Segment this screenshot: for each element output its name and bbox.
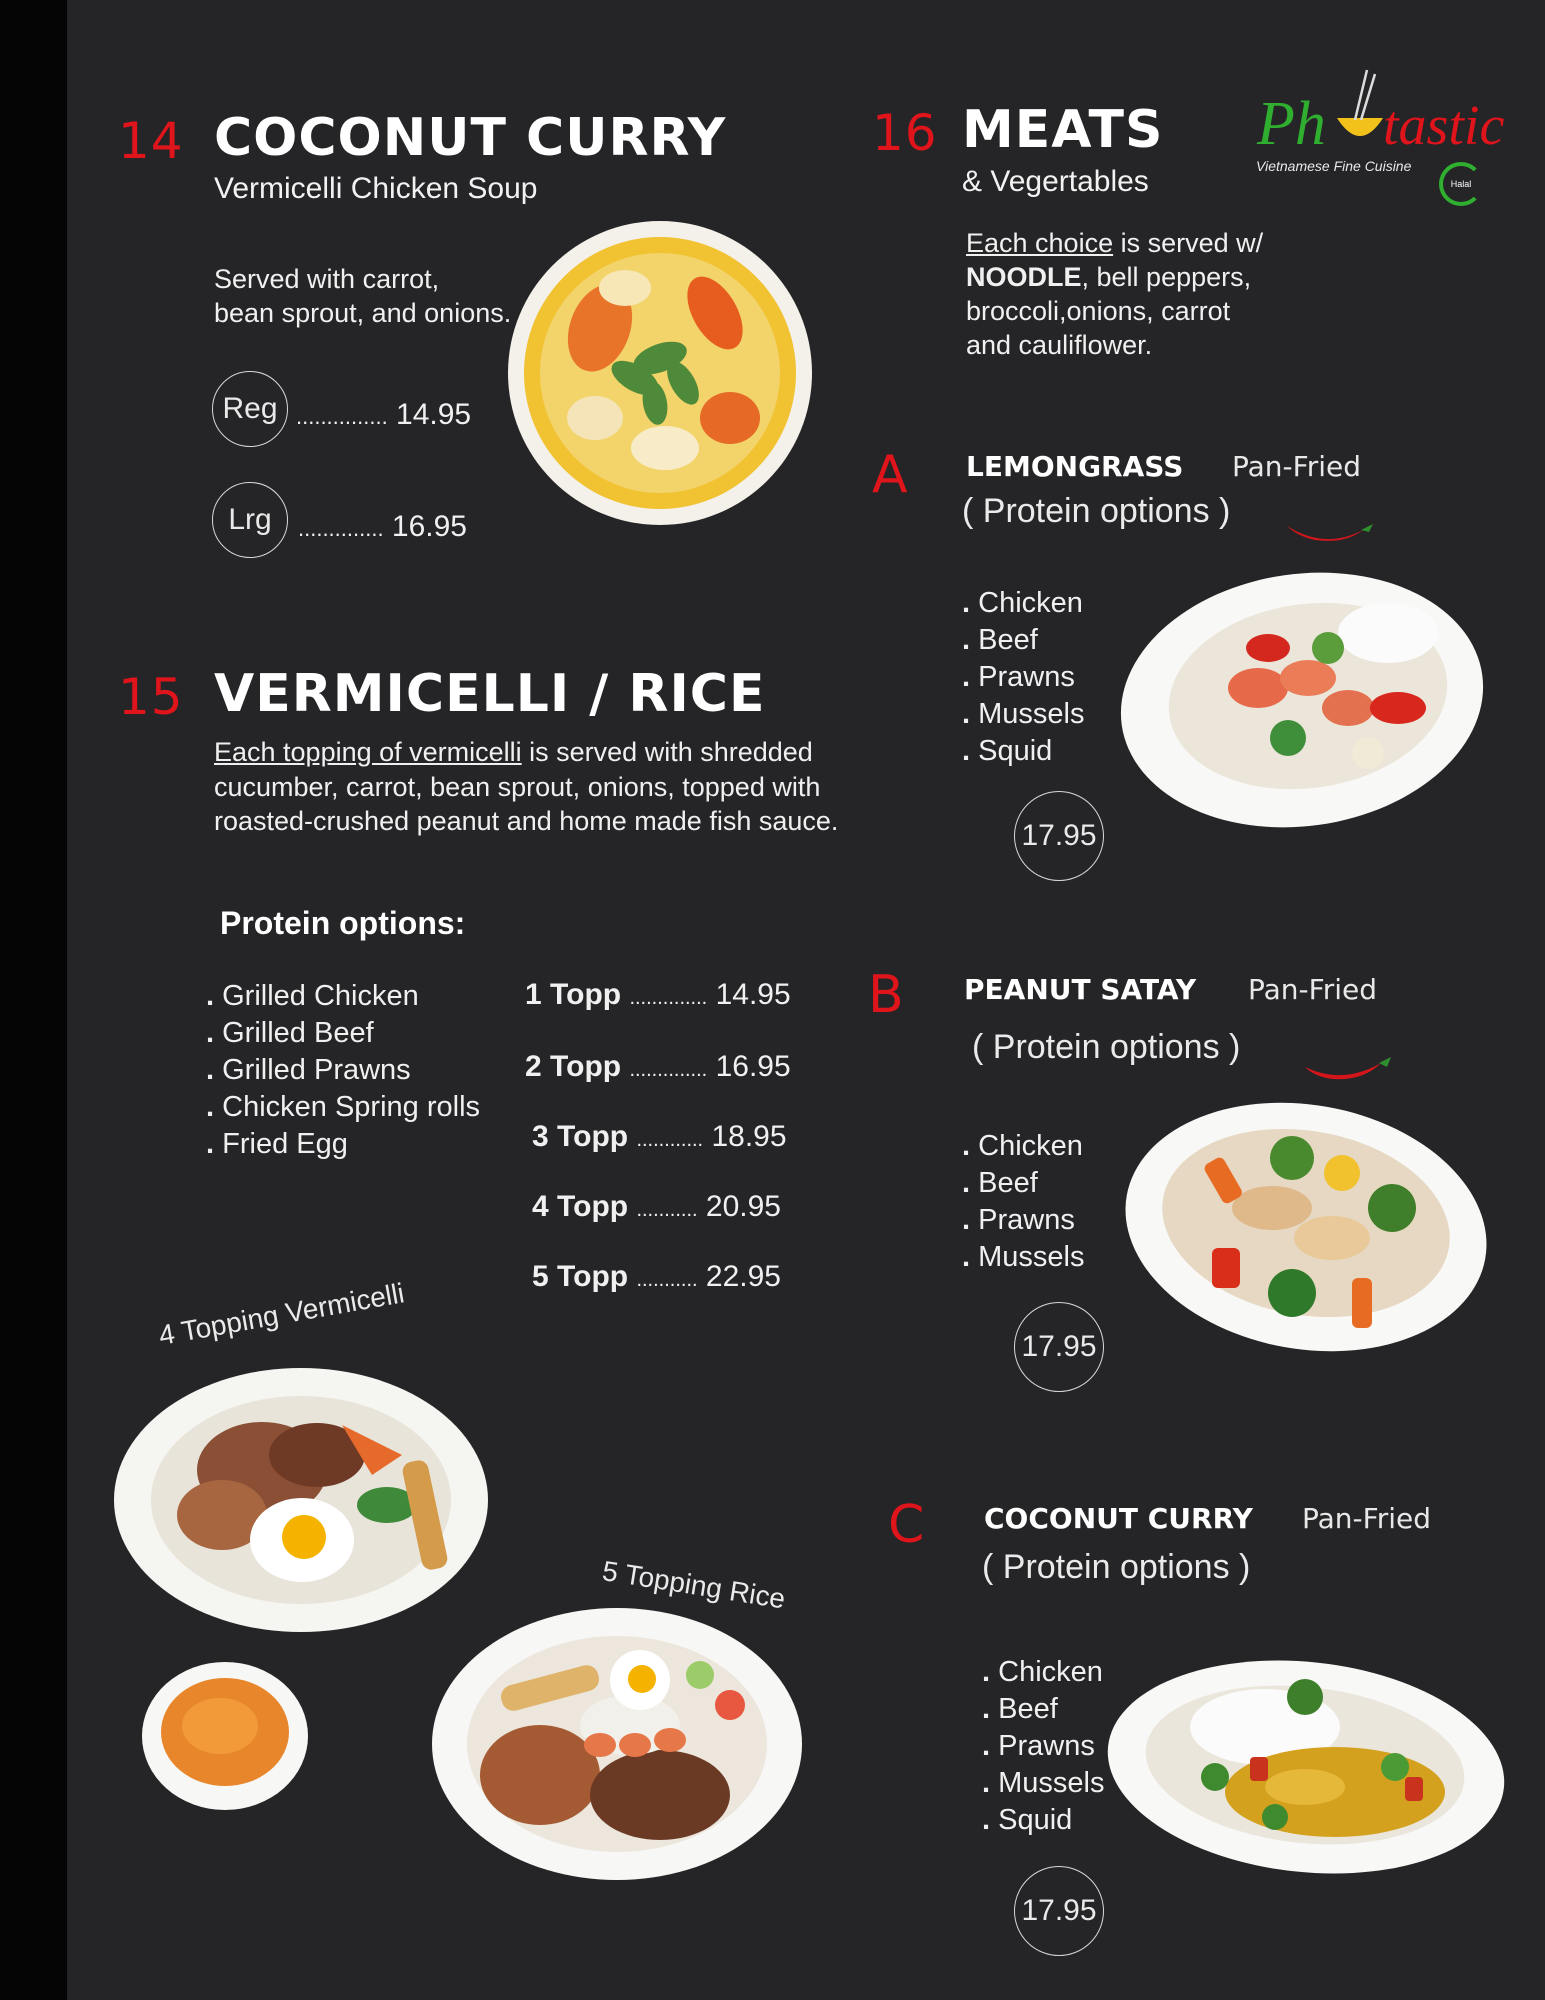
size-badge-reg xyxy=(212,371,288,447)
topping-price: 16.95 xyxy=(715,1050,791,1083)
halal-label: Halal xyxy=(1450,179,1472,189)
brand-logo-mark xyxy=(1255,62,1505,162)
topping-price-row xyxy=(532,1120,787,1154)
coconut-curry-soup-photo xyxy=(505,218,815,528)
price-dots: ........... xyxy=(636,1199,698,1221)
item16-subtitle: & Vegertables xyxy=(962,165,1149,198)
item16-description-line2 xyxy=(966,260,1251,294)
topping-price: 14.95 xyxy=(715,978,791,1011)
item15-description-line1 xyxy=(214,735,813,769)
topping-price: 18.95 xyxy=(711,1120,787,1153)
price-dots: .............. xyxy=(629,1059,708,1081)
size-label: Reg xyxy=(222,392,278,425)
size-label: Lrg xyxy=(228,503,272,536)
option-b-name: PEANUT SATAY xyxy=(964,973,1197,1006)
size-badge-lrg xyxy=(212,482,288,558)
option-a-letter: A xyxy=(872,445,908,505)
item14-title: COCONUT CURRY xyxy=(214,108,727,168)
vermicelli-plate-photo xyxy=(112,1365,490,1635)
list-item: . Prawns xyxy=(962,659,1084,696)
item16-description-line3: broccoli,onions, carrot xyxy=(966,296,1231,326)
option-a-price: 17.95 xyxy=(1021,819,1097,852)
list-item: . Chicken xyxy=(962,585,1084,622)
list-item: . Grilled Prawns xyxy=(206,1052,480,1089)
topping-price: 20.95 xyxy=(705,1190,781,1223)
list-item: . Chicken xyxy=(982,1654,1104,1691)
option-a-protein-list xyxy=(962,585,1084,770)
item15-protein-list xyxy=(206,978,480,1163)
item15-description-underlined: Each topping of vermicelli xyxy=(214,737,522,767)
caption-5-topping-rice: 5 Topping Rice xyxy=(600,1555,788,1615)
topping-label: 2 Topp xyxy=(525,1050,622,1083)
size-price: 14.95 xyxy=(396,398,472,431)
item14-number: 14 xyxy=(118,112,184,170)
item14-subtitle: Vermicelli Chicken Soup xyxy=(214,172,538,205)
option-a-name: LEMONGRASS xyxy=(966,450,1184,483)
topping-label: 1 Topp xyxy=(525,978,622,1011)
option-b-price-badge xyxy=(1014,1302,1104,1392)
topping-label: 5 Topp xyxy=(532,1260,629,1293)
topping-price-row xyxy=(525,1050,791,1084)
item15-description-line3: roasted-crushed peanut and home made fish sauce. xyxy=(214,806,839,836)
item16-description-line1 xyxy=(966,226,1263,260)
option-a-style: Pan-Fried xyxy=(1232,450,1361,483)
option-c-protein-label: ( Protein options ) xyxy=(982,1548,1251,1586)
list-item: . Beef xyxy=(962,622,1084,659)
list-item: . Beef xyxy=(962,1165,1084,1202)
chili-pepper-icon xyxy=(1285,520,1375,550)
list-item: . Mussels xyxy=(962,1239,1084,1276)
halal-badge-icon xyxy=(1439,162,1483,206)
item16-description-bold: NOODLE xyxy=(966,262,1082,292)
list-item: . Beef xyxy=(982,1691,1104,1728)
item15-protein-heading: Protein options: xyxy=(220,905,466,941)
option-c-protein-list xyxy=(982,1654,1104,1839)
item16-number: 16 xyxy=(872,104,938,162)
list-item: . Squid xyxy=(962,733,1084,770)
rice-plate-photo xyxy=(430,1605,805,1883)
item16-title: MEATS xyxy=(962,100,1164,160)
list-item: . Grilled Beef xyxy=(206,1015,480,1052)
price-dots: .............. xyxy=(298,516,384,541)
price-dots: ............ xyxy=(636,1129,704,1151)
size-price: 16.95 xyxy=(391,510,467,543)
option-c-price: 17.95 xyxy=(1021,1894,1097,1927)
option-b-price: 17.95 xyxy=(1021,1330,1097,1363)
topping-price-row xyxy=(525,978,791,1012)
peanut-satay-plate-photo xyxy=(1122,1098,1490,1356)
lemongrass-plate-photo xyxy=(1118,568,1486,833)
price-dots: ........... xyxy=(636,1269,698,1291)
option-a-price-badge xyxy=(1014,791,1104,881)
item14-description-line1: Served with carrot, xyxy=(214,264,440,294)
brand-logo xyxy=(1255,62,1505,222)
list-item: . Fried Egg xyxy=(206,1126,480,1163)
option-c-letter: C xyxy=(888,1495,925,1555)
item16-description-line1-rest: is served w/ xyxy=(1113,228,1264,258)
list-item: . Prawns xyxy=(982,1728,1104,1765)
item15-title: VERMICELLI / RICE xyxy=(214,664,766,724)
size-price-row-reg xyxy=(296,398,471,432)
option-b-style: Pan-Fried xyxy=(1248,973,1377,1006)
option-c-name: COCONUT CURRY xyxy=(984,1502,1253,1535)
item14-description-line2: bean sprout, and onions. xyxy=(214,298,512,328)
option-b-protein-list xyxy=(962,1128,1084,1276)
option-b-letter: B xyxy=(868,965,904,1025)
topping-price-row xyxy=(532,1190,781,1224)
item16-description-line4: and cauliflower. xyxy=(966,330,1153,360)
item16-description-line2-rest: , bell peppers, xyxy=(1081,262,1252,292)
size-price-row-lrg xyxy=(298,510,467,544)
coconut-curry-plate-photo xyxy=(1105,1657,1507,1877)
list-item: . Grilled Chicken xyxy=(206,978,480,1015)
chili-pepper-icon xyxy=(1303,1055,1393,1085)
option-c-price-badge xyxy=(1014,1866,1104,1956)
fish-sauce-bowl-photo xyxy=(140,1660,310,1812)
svg-text:Ph: Ph xyxy=(1257,90,1326,158)
topping-price-row xyxy=(532,1260,781,1294)
item16-description-underlined: Each choice xyxy=(966,228,1114,258)
item15-description-line1-rest: is served with shredded xyxy=(521,737,813,767)
option-c-style: Pan-Fried xyxy=(1302,1502,1431,1535)
list-item: . Mussels xyxy=(982,1765,1104,1802)
left-edge-bar xyxy=(0,0,67,2000)
price-dots: .............. xyxy=(629,987,708,1009)
svg-text:tastic: tastic xyxy=(1383,95,1505,157)
logo-tagline: Vietnamese Fine Cuisine xyxy=(1256,158,1412,174)
price-dots: ............... xyxy=(296,404,388,429)
list-item: . Mussels xyxy=(962,696,1084,733)
caption-4-topping-vermicelli: 4 Topping Vermicelli xyxy=(156,1277,407,1352)
topping-price: 22.95 xyxy=(705,1260,781,1293)
item15-description-line2: cucumber, carrot, bean sprout, onions, topped with xyxy=(214,772,821,802)
list-item: . Prawns xyxy=(962,1202,1084,1239)
option-a-protein-label: ( Protein options ) xyxy=(962,492,1231,530)
list-item: . Squid xyxy=(982,1802,1104,1839)
item15-number: 15 xyxy=(118,668,184,726)
topping-label: 4 Topp xyxy=(532,1190,629,1223)
list-item: . Chicken xyxy=(962,1128,1084,1165)
topping-label: 3 Topp xyxy=(532,1120,629,1153)
list-item: . Chicken Spring rolls xyxy=(206,1089,480,1126)
option-b-protein-label: ( Protein options ) xyxy=(972,1028,1241,1066)
